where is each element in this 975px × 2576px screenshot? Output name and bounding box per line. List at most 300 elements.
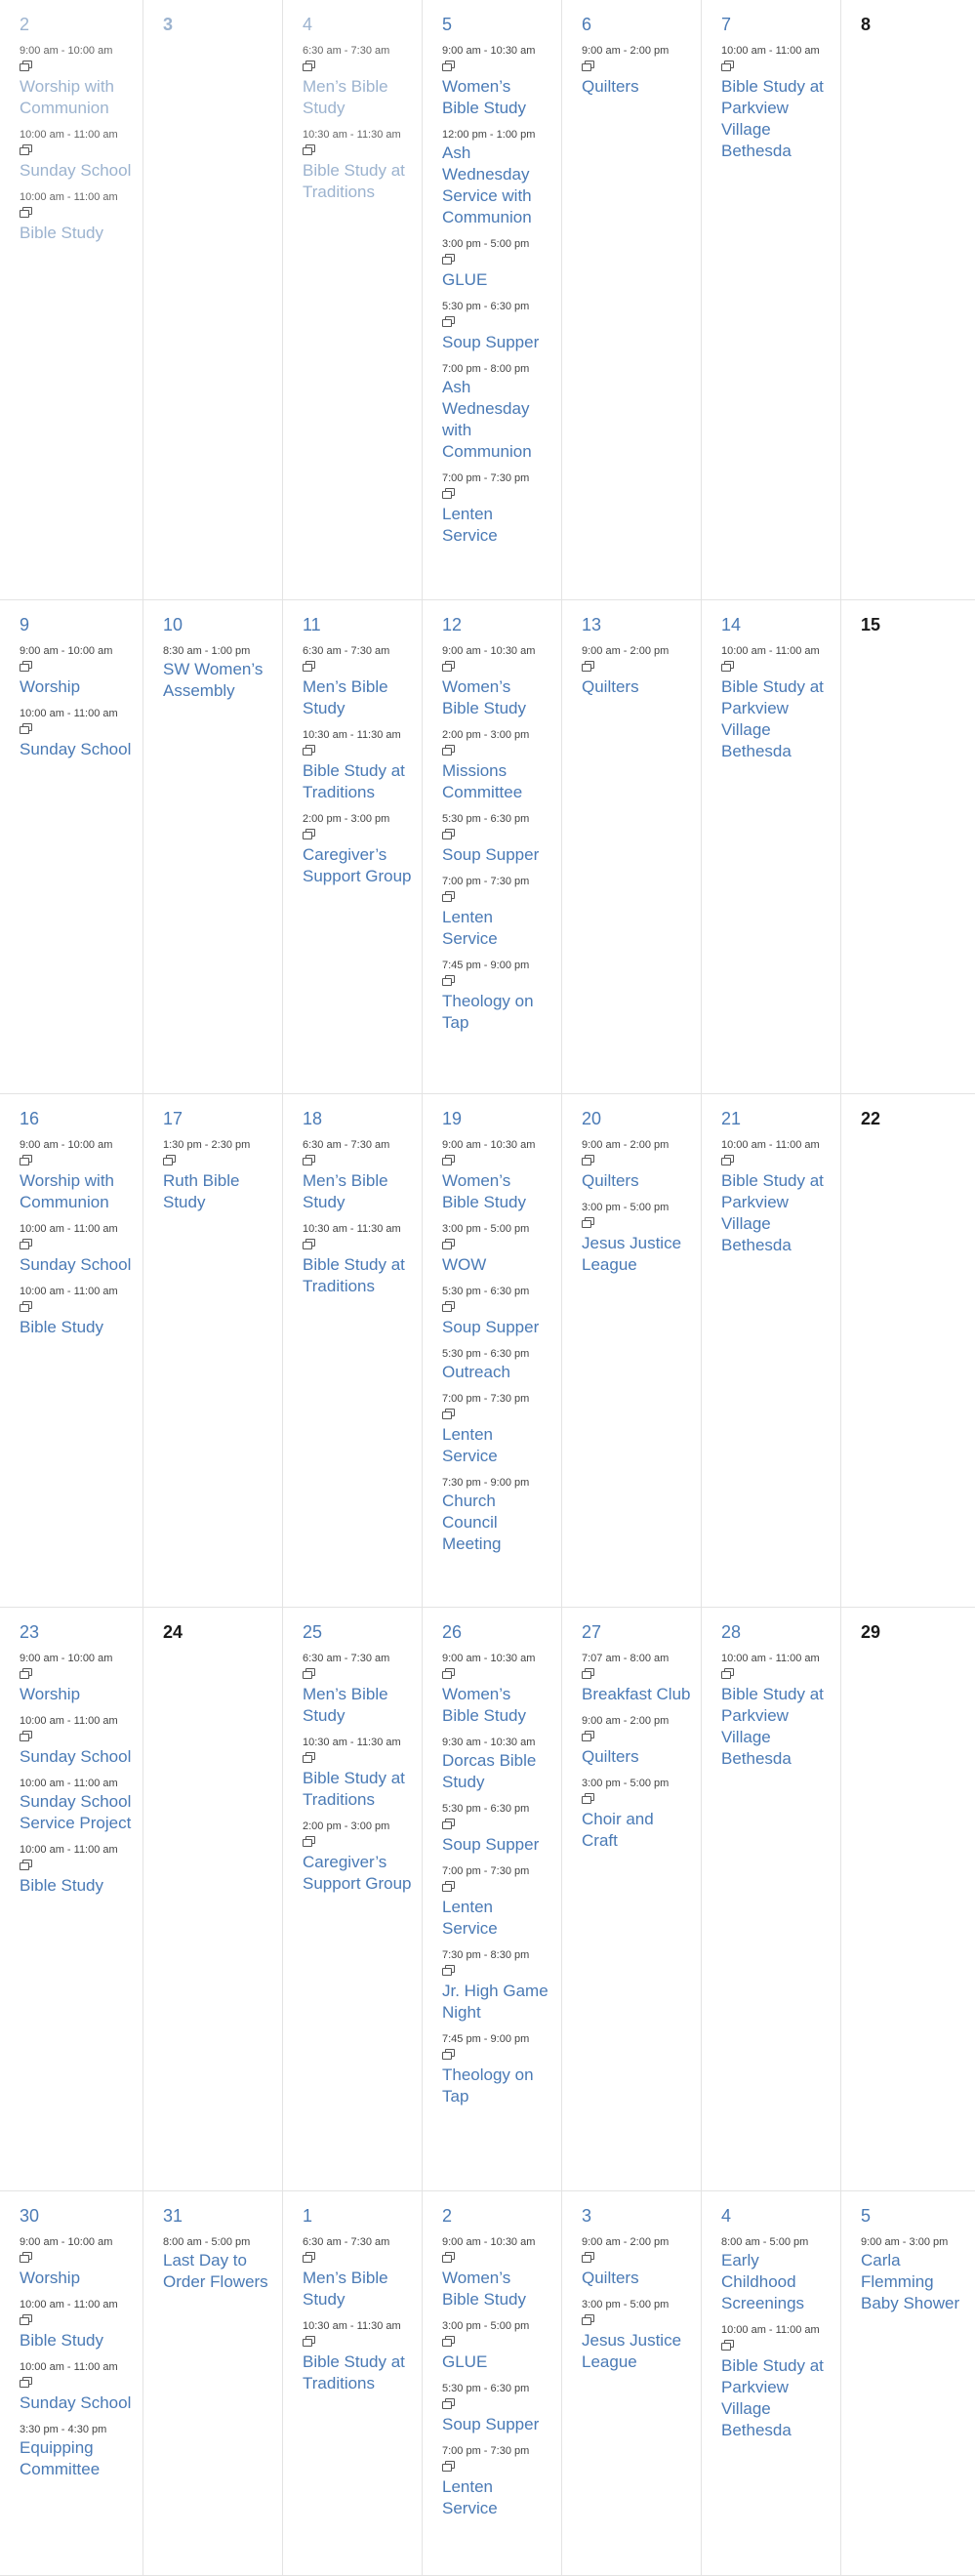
event-title-link[interactable]: Lenten Service (442, 505, 498, 545)
day-number: 24 (163, 1622, 183, 1642)
event-title-link[interactable]: Church Council Meeting (442, 1492, 502, 1553)
event-title-link[interactable]: Bible Study (20, 1318, 103, 1336)
recurring-event-icon (20, 1301, 32, 1312)
event-title-link[interactable]: Lenten Service (442, 908, 498, 948)
day-number[interactable]: 10 (163, 615, 183, 634)
event-title-link[interactable]: Equipping Committee (20, 2438, 101, 2478)
event-time: 9:00 am - 10:30 am (442, 1139, 536, 1151)
event-title-link[interactable]: Women’s Bible Study (442, 2269, 526, 2309)
calendar-event[interactable] (303, 1819, 412, 1895)
event-title-link[interactable]: Women’s Bible Study (442, 1685, 526, 1725)
calendar-day-cell (0, 2191, 143, 2575)
day-number[interactable]: 20 (582, 1109, 602, 1128)
event-title-link[interactable]: Bible Study (20, 224, 103, 242)
event-title-link[interactable]: Bible Study at Parkview Village Bethesda (721, 1685, 824, 1768)
calendar-event[interactable] (442, 1947, 551, 2024)
event-time: 2:00 pm - 3:00 pm (442, 729, 530, 741)
calendar-event[interactable] (303, 2318, 412, 2394)
calendar-day-cell (841, 0, 975, 599)
event-time: 9:00 am - 10:00 am (20, 2236, 113, 2248)
calendar-event[interactable] (303, 1651, 412, 1727)
event-title-link[interactable]: Quilters (582, 77, 639, 96)
event-title-link[interactable]: Bible Study at Traditions (303, 2352, 405, 2392)
calendar-event[interactable] (303, 1137, 412, 1213)
recurring-event-icon (20, 144, 32, 155)
calendar-day-cell (841, 600, 975, 1093)
event-title-link[interactable]: Men’s Bible Study (303, 2269, 388, 2309)
calendar-event[interactable] (163, 643, 272, 702)
event-title-link[interactable]: Quilters (582, 677, 639, 696)
event-title-link[interactable]: Ash Wednesday with Communion (442, 378, 532, 461)
recurring-event-icon (582, 2314, 594, 2325)
recurring-event-icon (582, 661, 594, 672)
event-time: 7:45 pm - 9:00 pm (442, 960, 530, 971)
calendar-day-cell (143, 2191, 283, 2575)
recurring-event-icon (442, 1965, 455, 1976)
event-title-link[interactable]: Caregiver’s Support Group (303, 845, 412, 885)
recurring-event-icon (303, 829, 315, 839)
calendar-day-cell (562, 1608, 702, 2190)
calendar-day-cell (702, 600, 841, 1093)
calendar-day-cell (143, 1094, 283, 1607)
day-number[interactable]: 4 (721, 2206, 732, 2226)
day-number[interactable]: 9 (20, 615, 30, 634)
calendar-event[interactable] (721, 2234, 831, 2314)
recurring-event-icon (442, 975, 455, 986)
event-time: 7:00 pm - 7:30 pm (442, 2445, 530, 2457)
event-title-link[interactable]: Worship with Communion (20, 1171, 114, 1211)
event-title-link[interactable]: Bible Study at Parkview Village Bethesda (721, 677, 824, 760)
calendar-event[interactable] (442, 811, 551, 866)
event-time: 3:00 pm - 5:00 pm (582, 1778, 670, 1789)
day-number[interactable]: 5 (861, 2206, 872, 2226)
calendar-event[interactable] (20, 1651, 133, 1705)
calendar-event[interactable] (582, 643, 691, 698)
event-time: 12:00 pm - 1:00 pm (442, 129, 536, 141)
recurring-event-icon (721, 2340, 734, 2351)
calendar-event[interactable] (582, 2297, 691, 2373)
calendar-event[interactable] (20, 127, 133, 182)
calendar-day-cell (562, 2191, 702, 2575)
recurring-event-icon (20, 2252, 32, 2263)
event-time: 6:30 am - 7:30 am (303, 45, 390, 57)
calendar-event[interactable] (20, 706, 133, 760)
day-number[interactable]: 30 (20, 2206, 40, 2226)
event-time: 10:30 am - 11:30 am (303, 129, 401, 141)
recurring-event-icon (442, 2049, 455, 2060)
day-number[interactable]: 25 (303, 1622, 323, 1642)
recurring-event-icon (442, 891, 455, 902)
calendar-event[interactable] (303, 811, 412, 887)
recurring-event-icon (442, 2336, 455, 2347)
calendar-day-cell (841, 1094, 975, 1607)
event-time: 5:30 pm - 6:30 pm (442, 1803, 530, 1815)
event-time: 7:07 am - 8:00 am (582, 1653, 670, 1664)
calendar-event[interactable] (20, 1713, 133, 1768)
day-number[interactable]: 4 (303, 15, 313, 34)
event-title-link[interactable]: Bible Study at Parkview Village Bethesda (721, 77, 824, 160)
calendar-event[interactable] (442, 1651, 551, 1727)
event-title-link[interactable]: Men’s Bible Study (303, 77, 388, 117)
recurring-event-icon (721, 661, 734, 672)
calendar-event[interactable] (442, 1391, 551, 1467)
event-time: 6:30 am - 7:30 am (303, 645, 390, 657)
event-time: 3:30 pm - 4:30 pm (20, 2424, 107, 2435)
event-time: 9:00 am - 10:00 am (20, 645, 113, 657)
calendar-event[interactable] (303, 1221, 412, 1297)
day-number[interactable]: 26 (442, 1622, 463, 1642)
day-number: 29 (861, 1622, 881, 1642)
recurring-event-icon (582, 1668, 594, 1679)
day-number[interactable]: 31 (163, 2206, 183, 2226)
calendar-day-cell (702, 1094, 841, 1607)
event-title-link[interactable]: Caregiver’s Support Group (303, 1853, 412, 1893)
event-title-link[interactable]: Women’s Bible Study (442, 677, 526, 717)
calendar-event[interactable] (442, 643, 551, 719)
calendar-event[interactable] (303, 643, 412, 719)
event-title-link[interactable]: Worship (20, 1685, 81, 1703)
calendar-event[interactable] (442, 1475, 551, 1555)
event-title-link[interactable]: Women’s Bible Study (442, 77, 526, 117)
recurring-event-icon (442, 829, 455, 839)
calendar-event[interactable] (20, 1221, 133, 1276)
day-number[interactable]: 21 (721, 1109, 742, 1128)
calendar-week-row (0, 2191, 975, 2576)
calendar-event[interactable] (582, 1776, 691, 1852)
event-time: 10:00 am - 11:00 am (721, 645, 820, 657)
calendar-event[interactable] (721, 1651, 831, 1770)
day-number[interactable]: 11 (303, 615, 321, 634)
recurring-event-icon (303, 661, 315, 672)
recurring-event-icon (442, 316, 455, 327)
calendar-day-cell (0, 1094, 143, 1607)
recurring-event-icon (442, 745, 455, 756)
recurring-event-icon (442, 254, 455, 265)
calendar-event[interactable] (303, 1735, 412, 1811)
recurring-event-icon (721, 1668, 734, 1679)
recurring-event-icon (442, 61, 455, 71)
calendar-event[interactable] (721, 2322, 831, 2441)
event-time: 7:00 pm - 7:30 pm (442, 472, 530, 484)
calendar-day-cell (841, 1608, 975, 2190)
event-title-link[interactable]: Bible Study (20, 1876, 103, 1895)
calendar-event[interactable] (442, 1284, 551, 1338)
event-time: 9:00 am - 2:00 pm (582, 45, 670, 57)
calendar-event[interactable] (442, 2031, 551, 2107)
calendar-day-cell (423, 2191, 562, 2575)
recurring-event-icon (303, 144, 315, 155)
recurring-event-icon (303, 61, 315, 71)
day-number[interactable]: 23 (20, 1622, 40, 1642)
calendar-event[interactable] (442, 2443, 551, 2519)
calendar-day-cell (283, 600, 423, 1093)
event-title-link[interactable]: Sunday School (20, 161, 132, 180)
recurring-event-icon (442, 1301, 455, 1312)
event-title-link[interactable]: Worship with Communion (20, 77, 114, 117)
recurring-event-icon (20, 2377, 32, 2388)
day-number[interactable]: 19 (442, 1109, 463, 1128)
calendar-event[interactable] (442, 1735, 551, 1793)
calendar-event[interactable] (582, 43, 691, 98)
calendar-event[interactable] (20, 643, 133, 698)
calendar-event[interactable] (303, 43, 412, 119)
calendar-event[interactable] (303, 127, 412, 203)
event-title-link[interactable]: SW Women’s Assembly (163, 660, 264, 700)
calendar-event[interactable] (442, 2381, 551, 2435)
day-number[interactable]: 16 (20, 1109, 40, 1128)
calendar-event[interactable] (442, 236, 551, 291)
event-time: 7:00 pm - 8:00 pm (442, 363, 530, 375)
event-title-link[interactable]: Outreach (442, 1363, 510, 1381)
day-number[interactable]: 6 (582, 15, 592, 34)
calendar-event[interactable] (442, 874, 551, 950)
calendar-event[interactable] (721, 1137, 831, 1256)
calendar-event[interactable] (721, 643, 831, 762)
event-title-link[interactable]: Soup Supper (442, 333, 540, 351)
calendar-event[interactable] (20, 1284, 133, 1338)
day-number[interactable]: 5 (442, 15, 453, 34)
event-time: 3:00 pm - 5:00 pm (442, 1223, 530, 1235)
event-time: 10:30 am - 11:30 am (303, 2320, 401, 2332)
calendar-event[interactable] (582, 1200, 691, 1276)
calendar-event[interactable] (20, 2234, 133, 2289)
event-time: 3:00 pm - 5:00 pm (442, 238, 530, 250)
day-number[interactable]: 18 (303, 1109, 323, 1128)
event-title-link[interactable]: Soup Supper (442, 2415, 540, 2433)
calendar-event[interactable] (582, 1137, 691, 1192)
event-title-link[interactable]: Carla Flemming Baby Shower (861, 2251, 960, 2312)
event-time: 8:30 am - 1:00 pm (163, 645, 251, 657)
event-title-link[interactable]: Lenten Service (442, 1425, 498, 1465)
event-title-link[interactable]: Theology on Tap (442, 992, 534, 1032)
event-title-link[interactable]: Lenten Service (442, 2477, 498, 2517)
recurring-event-icon (163, 1155, 176, 1165)
event-title-link[interactable]: Early Childhood Screenings (721, 2251, 805, 2312)
recurring-event-icon (20, 1860, 32, 1870)
recurring-event-icon (582, 1217, 594, 1228)
calendar-day-cell (423, 1608, 562, 2190)
day-number[interactable]: 1 (303, 2206, 313, 2226)
calendar-event[interactable] (582, 2234, 691, 2289)
event-title-link[interactable]: Sunday School (20, 1255, 132, 1274)
event-time: 9:00 am - 3:00 pm (861, 2236, 949, 2248)
day-number[interactable]: 12 (442, 615, 463, 634)
event-time: 10:30 am - 11:30 am (303, 1223, 401, 1235)
event-title-link[interactable]: Bible Study at Parkview Village Bethesda (721, 2356, 824, 2439)
day-number[interactable]: 7 (721, 15, 732, 34)
event-title-link[interactable]: Lenten Service (442, 1898, 498, 1938)
calendar-day-cell (143, 1608, 283, 2190)
event-time: 10:00 am - 11:00 am (721, 1139, 820, 1151)
recurring-event-icon (442, 2398, 455, 2409)
calendar-event[interactable] (582, 1713, 691, 1768)
event-title-link[interactable]: Jesus Justice League (582, 2331, 682, 2371)
event-title-link[interactable]: Men’s Bible Study (303, 1171, 388, 1211)
calendar-day-cell (702, 2191, 841, 2575)
day-number[interactable]: 17 (163, 1109, 183, 1128)
calendar-event[interactable] (442, 2318, 551, 2373)
calendar-event[interactable] (442, 127, 551, 228)
event-title-link[interactable]: Jesus Justice League (582, 1234, 682, 1274)
calendar-event[interactable] (442, 2234, 551, 2310)
event-time: 7:45 pm - 9:00 pm (442, 2033, 530, 2045)
event-time: 10:00 am - 11:00 am (20, 191, 118, 203)
calendar-event[interactable] (442, 361, 551, 463)
event-title-link[interactable]: WOW (442, 1255, 487, 1274)
event-title-link[interactable]: Worship (20, 2269, 81, 2287)
calendar-event[interactable] (20, 189, 133, 244)
day-number[interactable]: 27 (582, 1622, 602, 1642)
event-title-link[interactable]: Last Day to Order Flowers (163, 2251, 268, 2291)
event-title-link[interactable]: Women’s Bible Study (442, 1171, 526, 1211)
calendar-event[interactable] (20, 1137, 133, 1213)
recurring-event-icon (20, 61, 32, 71)
event-time: 6:30 am - 7:30 am (303, 1653, 390, 1664)
event-title-link[interactable]: Sunday School (20, 740, 132, 758)
recurring-event-icon (20, 207, 32, 218)
calendar-event[interactable] (303, 727, 412, 803)
recurring-event-icon (303, 1239, 315, 1249)
calendar-day-cell (143, 600, 283, 1093)
event-title-link[interactable]: Bible Study (20, 2331, 103, 2350)
event-title-link[interactable]: Sunday School Service Project (20, 1792, 132, 1832)
event-time: 9:00 am - 2:00 pm (582, 645, 670, 657)
event-time: 10:00 am - 11:00 am (20, 129, 118, 141)
calendar-event[interactable] (20, 2422, 133, 2480)
event-title-link[interactable]: Breakfast Club (582, 1685, 691, 1703)
calendar-event[interactable] (442, 1801, 551, 1856)
event-title-link[interactable]: Ruth Bible Study (163, 1171, 240, 1211)
event-time: 7:00 pm - 7:30 pm (442, 1393, 530, 1405)
event-title-link[interactable]: Soup Supper (442, 845, 540, 864)
calendar-event[interactable] (442, 1221, 551, 1276)
recurring-event-icon (20, 2314, 32, 2325)
event-time: 10:00 am - 11:00 am (721, 1653, 820, 1664)
calendar-event[interactable] (582, 1651, 691, 1705)
recurring-event-icon (303, 2336, 315, 2347)
calendar-day-cell (702, 0, 841, 599)
event-title-link[interactable]: Choir and Craft (582, 1810, 654, 1850)
calendar-day-cell (283, 0, 423, 599)
calendar-event[interactable] (20, 1776, 133, 1834)
recurring-event-icon (20, 723, 32, 734)
calendar-week-row (0, 0, 975, 600)
calendar-event[interactable] (163, 1137, 272, 1213)
calendar-event[interactable] (442, 43, 551, 119)
calendar-day-cell (0, 600, 143, 1093)
calendar-event[interactable] (163, 2234, 272, 2293)
recurring-event-icon (303, 745, 315, 756)
calendar-event[interactable] (442, 958, 551, 1034)
day-number[interactable]: 13 (582, 615, 602, 634)
event-title-link[interactable]: Theology on Tap (442, 2065, 534, 2106)
calendar-event[interactable] (721, 43, 831, 162)
recurring-event-icon (582, 61, 594, 71)
calendar-day-cell (562, 1094, 702, 1607)
event-time: 3:00 pm - 5:00 pm (582, 1202, 670, 1213)
event-time: 8:00 am - 5:00 pm (721, 2236, 809, 2248)
event-time: 1:30 pm - 2:30 pm (163, 1139, 251, 1151)
event-title-link[interactable]: Bible Study at Traditions (303, 761, 405, 801)
event-title-link[interactable]: Dorcas Bible Study (442, 1751, 537, 1791)
event-title-link[interactable]: Men’s Bible Study (303, 1685, 388, 1725)
calendar-event[interactable] (442, 470, 551, 547)
event-time: 5:30 pm - 6:30 pm (442, 1348, 530, 1360)
calendar-event[interactable] (442, 727, 551, 803)
event-time: 5:30 pm - 6:30 pm (442, 301, 530, 312)
calendar-event[interactable] (303, 2234, 412, 2310)
calendar-day-cell (283, 2191, 423, 2575)
calendar-event[interactable] (442, 1137, 551, 1213)
event-title-link[interactable]: Men’s Bible Study (303, 677, 388, 717)
event-title-link[interactable]: GLUE (442, 270, 488, 289)
event-time: 5:30 pm - 6:30 pm (442, 1286, 530, 1297)
event-title-link[interactable]: Soup Supper (442, 1835, 540, 1854)
event-time: 10:00 am - 11:00 am (20, 1715, 118, 1727)
event-title-link[interactable]: Quilters (582, 1171, 639, 1190)
calendar-event[interactable] (861, 2234, 965, 2314)
event-time: 9:00 am - 10:30 am (442, 45, 536, 57)
day-number[interactable]: 14 (721, 615, 742, 634)
event-title-link[interactable]: Quilters (582, 2269, 639, 2287)
event-title-link[interactable]: Bible Study at Traditions (303, 161, 405, 201)
event-title-link[interactable]: GLUE (442, 2352, 488, 2371)
event-title-link[interactable]: Bible Study at Traditions (303, 1255, 405, 1295)
calendar-event[interactable] (20, 2359, 133, 2414)
recurring-event-icon (442, 1239, 455, 1249)
recurring-event-icon (20, 1155, 32, 1165)
day-number[interactable]: 2 (442, 2206, 453, 2226)
event-title-link[interactable]: Jr. High Game Night (442, 1982, 548, 2022)
event-time: 10:00 am - 11:00 am (20, 1844, 118, 1856)
day-number[interactable]: 28 (721, 1622, 742, 1642)
event-title-link[interactable]: Ash Wednesday Service with Communion (442, 143, 532, 226)
event-title-link[interactable]: Bible Study at Parkview Village Bethesda (721, 1171, 824, 1254)
event-title-link[interactable]: Worship (20, 677, 81, 696)
event-title-link[interactable]: Missions Committee (442, 761, 523, 801)
calendar-event[interactable] (20, 2297, 133, 2351)
day-number[interactable]: 2 (20, 15, 30, 34)
recurring-event-icon (721, 1155, 734, 1165)
calendar-event[interactable] (442, 1346, 551, 1383)
recurring-event-icon (20, 1668, 32, 1679)
calendar-event[interactable] (442, 1863, 551, 1940)
calendar-event[interactable] (442, 299, 551, 353)
day-number: 15 (861, 615, 881, 634)
recurring-event-icon (303, 1752, 315, 1763)
calendar-day-cell (423, 1094, 562, 1607)
day-number: 8 (861, 15, 872, 34)
recurring-event-icon (20, 1239, 32, 1249)
event-time: 9:00 am - 10:00 am (20, 1139, 113, 1151)
event-title-link[interactable]: Sunday School (20, 2393, 132, 2412)
event-time: 9:00 am - 2:00 pm (582, 1715, 670, 1727)
day-number[interactable]: 3 (582, 2206, 592, 2226)
event-title-link[interactable]: Bible Study at Traditions (303, 1769, 405, 1809)
event-title-link[interactable]: Sunday School (20, 1747, 132, 1766)
calendar-day-cell (423, 600, 562, 1093)
recurring-event-icon (303, 1668, 315, 1679)
recurring-event-icon (582, 1793, 594, 1804)
event-title-link[interactable]: Quilters (582, 1747, 639, 1766)
calendar-event[interactable] (20, 1842, 133, 1897)
event-time: 5:30 pm - 6:30 pm (442, 2383, 530, 2394)
day-number: 22 (861, 1109, 881, 1128)
event-time: 9:00 am - 10:00 am (20, 45, 113, 57)
calendar-event[interactable] (20, 43, 133, 119)
event-time: 8:00 am - 5:00 pm (163, 2236, 251, 2248)
event-title-link[interactable]: Soup Supper (442, 1318, 540, 1336)
